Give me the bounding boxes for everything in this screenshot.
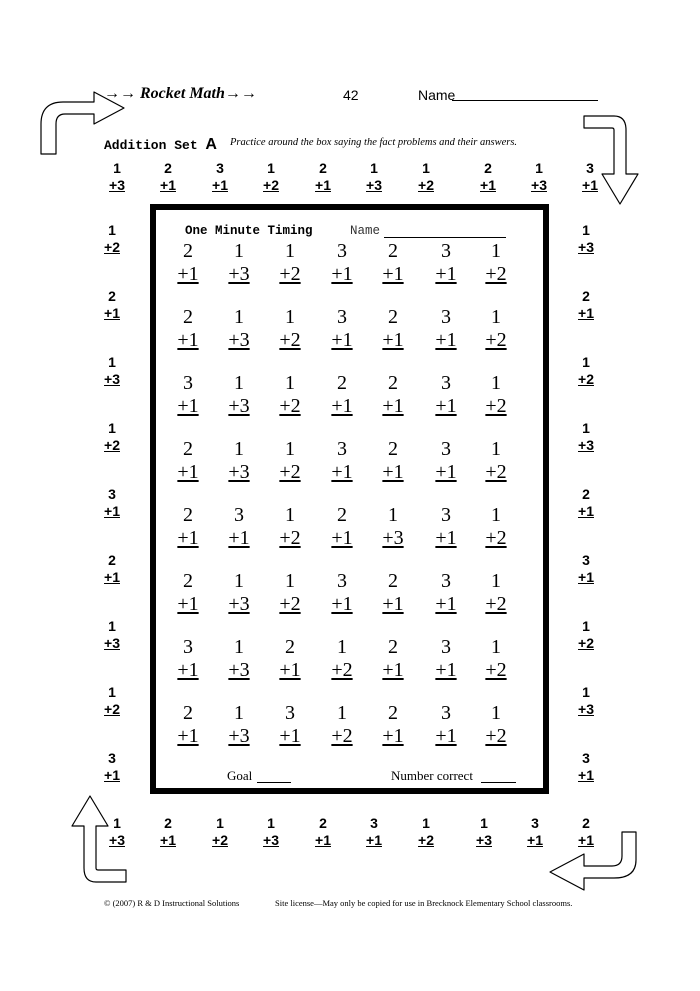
timing-problem-addend: +1 xyxy=(331,395,353,417)
timing-problem-addend: +2 xyxy=(279,461,301,483)
timing-problem-top: 3 xyxy=(441,372,451,394)
outer-problem: 3 +1 xyxy=(578,552,594,585)
timing-problem-top: 3 xyxy=(183,372,193,394)
timing-problem-top: 2 xyxy=(388,570,398,592)
timing-problem-top: 2 xyxy=(183,504,193,526)
timing-problem-top: 1 xyxy=(491,570,501,592)
timing-problem xyxy=(217,240,261,286)
timing-problem-top: 1 xyxy=(491,306,501,328)
timing-problem-top: 1 xyxy=(337,636,347,658)
timing-problem-addend: +2 xyxy=(279,593,301,615)
timing-problem-top: 1 xyxy=(491,702,501,724)
number-correct-line[interactable] xyxy=(481,782,516,783)
timing-problem-addend: +2 xyxy=(485,527,507,549)
timing-problem xyxy=(371,570,415,616)
timing-problem-addend: +1 xyxy=(382,593,404,615)
timing-problem-addend: +1 xyxy=(177,263,199,285)
timing-problem-addend: +1 xyxy=(435,263,457,285)
timing-problem xyxy=(320,240,364,286)
outer-problem: 3 +1 xyxy=(366,815,382,848)
timing-problem xyxy=(166,504,210,550)
timing-problem-top: 1 xyxy=(491,636,501,658)
outer-problem: 1 +3 xyxy=(104,618,120,651)
timing-problem xyxy=(268,504,312,550)
timing-problem-top: 1 xyxy=(234,702,244,724)
timing-problem xyxy=(217,504,261,550)
timing-problem-addend: +1 xyxy=(435,593,457,615)
timing-problem xyxy=(320,438,364,484)
timing-problem-addend: +2 xyxy=(485,725,507,747)
outer-problem: 1 +2 xyxy=(578,354,594,387)
timing-problem-top: 2 xyxy=(183,240,193,262)
timing-problem-top: 2 xyxy=(388,306,398,328)
timing-problem xyxy=(424,570,468,616)
timing-problem xyxy=(320,372,364,418)
timing-problem-top: 3 xyxy=(285,702,295,724)
timing-problem-addend: +1 xyxy=(435,725,457,747)
timing-problem-addend: +2 xyxy=(485,263,507,285)
timing-problem-top: 1 xyxy=(234,372,244,394)
worksheet-title: →→ Rocket Math→→ xyxy=(104,85,257,102)
timing-problem xyxy=(320,636,364,682)
timing-problem-top: 3 xyxy=(234,504,244,526)
timing-problem xyxy=(474,570,518,616)
outer-problem: 2 +1 xyxy=(104,288,120,321)
timing-problem-top: 1 xyxy=(234,570,244,592)
timing-problem-addend: +2 xyxy=(279,395,301,417)
timing-name-line[interactable] xyxy=(384,237,506,238)
timing-problem xyxy=(166,372,210,418)
timing-problem-top: 3 xyxy=(337,438,347,460)
timing-problem-top: 1 xyxy=(337,702,347,724)
goal-line[interactable] xyxy=(257,782,291,783)
timing-problem-top: 3 xyxy=(441,438,451,460)
outer-problem: 1 +3 xyxy=(578,684,594,717)
timing-problem-top: 2 xyxy=(337,372,347,394)
outer-problem: 3 +1 xyxy=(527,815,543,848)
timing-problem-addend: +3 xyxy=(382,527,404,549)
timing-problem xyxy=(217,636,261,682)
timing-problem-top: 1 xyxy=(285,504,295,526)
timing-problem-top: 1 xyxy=(234,240,244,262)
student-name-line[interactable] xyxy=(452,100,598,101)
site-license-notice: Site license—May only be copied for use in Brecknock Elementary School classrooms. xyxy=(275,898,573,908)
timing-problem-addend: +2 xyxy=(279,527,301,549)
timing-problem-top: 2 xyxy=(388,372,398,394)
timing-problem xyxy=(474,438,518,484)
timing-problem-top: 1 xyxy=(285,240,295,262)
timing-problem-addend: +1 xyxy=(177,593,199,615)
timing-problem-top: 3 xyxy=(441,702,451,724)
timing-problem xyxy=(166,636,210,682)
timing-problem-top: 2 xyxy=(183,438,193,460)
outer-problem: 2 +1 xyxy=(104,552,120,585)
timing-problem xyxy=(320,702,364,748)
timing-problem-addend: +1 xyxy=(435,329,457,351)
timing-problem xyxy=(474,702,518,748)
outer-problem: 1 +3 xyxy=(366,160,382,193)
timing-problem-top: 2 xyxy=(285,636,295,658)
timing-problem-addend: +2 xyxy=(331,659,353,681)
timing-problem xyxy=(268,240,312,286)
timing-problem-top: 3 xyxy=(337,570,347,592)
timing-title: One Minute Timing xyxy=(185,224,313,238)
outer-problem: 1 +2 xyxy=(263,160,279,193)
outer-problem: 1 +3 xyxy=(263,815,279,848)
timing-problem-addend: +1 xyxy=(382,725,404,747)
timing-problem xyxy=(371,702,415,748)
timing-problem-addend: +1 xyxy=(177,725,199,747)
timing-problem xyxy=(424,306,468,352)
timing-problem-addend: +1 xyxy=(177,527,199,549)
timing-problem xyxy=(371,372,415,418)
timing-problem xyxy=(217,372,261,418)
outer-problem: 3 +1 xyxy=(582,160,598,193)
timing-problem-addend: +2 xyxy=(485,659,507,681)
timing-problem-addend: +1 xyxy=(331,263,353,285)
outer-problem: 1 +3 xyxy=(531,160,547,193)
timing-problem-addend: +3 xyxy=(228,329,250,351)
timing-problem-addend: +2 xyxy=(279,329,301,351)
timing-problem xyxy=(166,438,210,484)
timing-problem-addend: +2 xyxy=(279,263,301,285)
timing-problem xyxy=(424,504,468,550)
outer-problem: 1 +3 xyxy=(109,160,125,193)
timing-problem-addend: +1 xyxy=(279,659,301,681)
timing-problem-top: 1 xyxy=(285,372,295,394)
timing-problem-top: 3 xyxy=(183,636,193,658)
timing-problem xyxy=(166,570,210,616)
timing-name-label: Name xyxy=(350,224,381,238)
timing-problem-top: 3 xyxy=(337,240,347,262)
timing-problem-top: 1 xyxy=(234,636,244,658)
timing-problem xyxy=(268,702,312,748)
timing-problem-addend: +3 xyxy=(228,593,250,615)
outer-problem: 2 +1 xyxy=(315,160,331,193)
timing-problem-top: 2 xyxy=(388,636,398,658)
timing-problem xyxy=(371,240,415,286)
timing-problem xyxy=(320,306,364,352)
timing-problem-addend: +1 xyxy=(435,659,457,681)
timing-problem-top: 1 xyxy=(491,438,501,460)
outer-problem: 1 +3 xyxy=(578,222,594,255)
timing-problem xyxy=(474,372,518,418)
timing-problem xyxy=(474,306,518,352)
set-title-text: Addition Set xyxy=(104,138,206,153)
timing-problem-addend: +1 xyxy=(435,395,457,417)
timing-problem-addend: +1 xyxy=(435,527,457,549)
timing-problem-addend: +1 xyxy=(177,395,199,417)
timing-problem-top: 3 xyxy=(441,636,451,658)
outer-problem: 1 +3 xyxy=(104,354,120,387)
timing-problem-addend: +1 xyxy=(331,329,353,351)
outer-problem: 3 +1 xyxy=(104,750,120,783)
outer-problem: 1 +2 xyxy=(418,815,434,848)
timing-problem xyxy=(424,636,468,682)
timing-problem-top: 1 xyxy=(285,306,295,328)
outer-problem: 2 +1 xyxy=(578,815,594,848)
timing-problem-addend: +1 xyxy=(279,725,301,747)
timing-problem-addend: +2 xyxy=(331,725,353,747)
timing-problem-addend: +1 xyxy=(228,527,250,549)
timing-problem-addend: +1 xyxy=(435,461,457,483)
timing-problem-addend: +3 xyxy=(228,725,250,747)
goal-label: Goal xyxy=(227,768,253,783)
timing-problem xyxy=(474,636,518,682)
timing-problem-addend: +1 xyxy=(177,329,199,351)
outer-problem: 3 +1 xyxy=(212,160,228,193)
outer-problem: 2 +1 xyxy=(160,160,176,193)
timing-problem-top: 3 xyxy=(337,306,347,328)
timing-problem-addend: +2 xyxy=(485,461,507,483)
timing-problem-addend: +2 xyxy=(485,329,507,351)
outer-problem: 1 +3 xyxy=(578,420,594,453)
timing-problem-addend: +1 xyxy=(382,329,404,351)
timing-problem xyxy=(217,438,261,484)
timing-problem-top: 1 xyxy=(285,570,295,592)
timing-problem-top: 2 xyxy=(388,240,398,262)
timing-problem xyxy=(268,636,312,682)
timing-problem xyxy=(166,306,210,352)
timing-problem-top: 2 xyxy=(337,504,347,526)
outer-problem: 1 +2 xyxy=(104,222,120,255)
number-correct-label: Number correct xyxy=(391,768,473,783)
timing-problem-top: 2 xyxy=(388,702,398,724)
set-letter: A xyxy=(205,136,217,153)
timing-problem-addend: +1 xyxy=(382,659,404,681)
timing-problem-top: 2 xyxy=(183,570,193,592)
timing-problem xyxy=(371,504,415,550)
timing-problem-top: 3 xyxy=(441,504,451,526)
timing-problem-top: 3 xyxy=(441,306,451,328)
timing-problem-top: 1 xyxy=(491,504,501,526)
outer-problem: 1 +2 xyxy=(578,618,594,651)
timing-problem xyxy=(217,570,261,616)
timing-problem xyxy=(424,240,468,286)
timing-problem-addend: +3 xyxy=(228,395,250,417)
timing-problem-addend: +1 xyxy=(382,263,404,285)
timing-problem-top: 2 xyxy=(388,438,398,460)
timing-problem-top: 1 xyxy=(234,306,244,328)
timing-problem-addend: +2 xyxy=(485,395,507,417)
timing-problem xyxy=(424,702,468,748)
timing-problem xyxy=(268,438,312,484)
outer-problem: 1 +2 xyxy=(418,160,434,193)
top-left-curved-arrow-icon xyxy=(38,88,130,158)
timing-problem xyxy=(424,372,468,418)
timing-problem-addend: +1 xyxy=(331,461,353,483)
timing-problem xyxy=(320,504,364,550)
outer-problem: 2 +1 xyxy=(160,815,176,848)
timing-problem xyxy=(217,702,261,748)
outer-problem: 3 +1 xyxy=(578,750,594,783)
timing-problem-addend: +1 xyxy=(331,593,353,615)
timing-problem xyxy=(166,702,210,748)
timing-problem-addend: +3 xyxy=(228,263,250,285)
timing-problem-top: 1 xyxy=(234,438,244,460)
timing-problem xyxy=(268,306,312,352)
timing-problem-addend: +1 xyxy=(382,395,404,417)
timing-problem-top: 1 xyxy=(491,372,501,394)
outer-problem: 1 +2 xyxy=(104,684,120,717)
timing-problem-addend: +2 xyxy=(485,593,507,615)
timing-problem xyxy=(474,240,518,286)
outer-problem: 1 +2 xyxy=(212,815,228,848)
timing-problem-top: 1 xyxy=(388,504,398,526)
outer-problem: 1 +3 xyxy=(109,815,125,848)
timing-problem-top: 2 xyxy=(183,306,193,328)
timing-problem xyxy=(268,372,312,418)
copyright-notice: © (2007) R & D Instructional Solutions xyxy=(104,898,240,908)
timing-problem-addend: +1 xyxy=(177,461,199,483)
set-instructions: Practice around the box saying the fact problems and their answers. xyxy=(230,137,518,148)
outer-problem: 3 +1 xyxy=(104,486,120,519)
timing-problem xyxy=(474,504,518,550)
timing-problem-addend: +3 xyxy=(228,659,250,681)
timing-problem-top: 3 xyxy=(441,240,451,262)
outer-problem: 2 +1 xyxy=(315,815,331,848)
timing-problem xyxy=(166,240,210,286)
timing-problem xyxy=(268,570,312,616)
timing-problem-top: 2 xyxy=(183,702,193,724)
student-name-label: Name xyxy=(418,87,456,103)
outer-problem: 1 +2 xyxy=(104,420,120,453)
timing-problem-addend: +1 xyxy=(382,461,404,483)
timing-problem xyxy=(320,570,364,616)
page-number: 42 xyxy=(343,87,359,103)
outer-problem: 2 +1 xyxy=(480,160,496,193)
timing-problem-top: 3 xyxy=(441,570,451,592)
outer-problem: 2 +1 xyxy=(578,486,594,519)
timing-problem xyxy=(424,438,468,484)
outer-problem: 2 +1 xyxy=(578,288,594,321)
timing-problem xyxy=(217,306,261,352)
timing-problem-addend: +1 xyxy=(177,659,199,681)
timing-problem-addend: +3 xyxy=(228,461,250,483)
timing-problem-top: 1 xyxy=(285,438,295,460)
timing-problem xyxy=(371,438,415,484)
outer-problem: 1 +3 xyxy=(476,815,492,848)
timing-problem-addend: +1 xyxy=(331,527,353,549)
timing-problem-top: 1 xyxy=(491,240,501,262)
timing-problem xyxy=(371,636,415,682)
timing-problem xyxy=(371,306,415,352)
